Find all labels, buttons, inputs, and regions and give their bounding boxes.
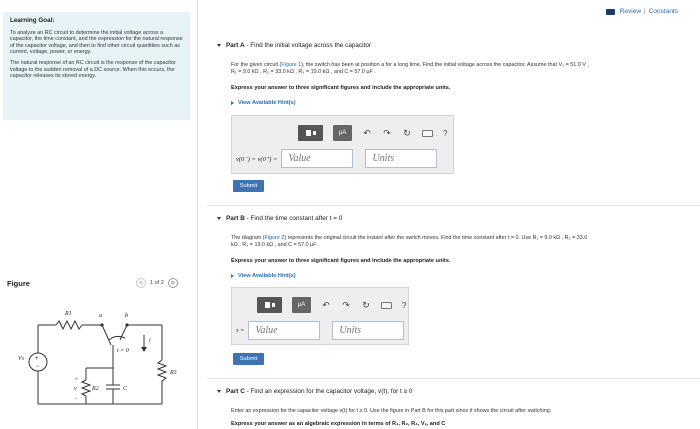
part-a-title: - Find the initial voltage across the capacitor: [244, 42, 372, 49]
figure-prev-button[interactable]: [136, 278, 146, 288]
units-button[interactable]: μA: [333, 125, 352, 141]
part-b-hints[interactable]: [231, 273, 296, 279]
part-a-toolbar: [298, 125, 447, 141]
templates-icon[interactable]: [257, 297, 282, 313]
part-c-prefix: Part C: [226, 388, 245, 395]
part-a-prefix: Part A: [226, 42, 245, 49]
part-a-desc-a: For the given circuit (: [231, 62, 282, 68]
keyboard-icon[interactable]: [422, 130, 433, 137]
constants-link[interactable]: Constants: [648, 8, 678, 15]
templates-icon[interactable]: [298, 125, 323, 141]
help-icon[interactable]: ?: [443, 128, 448, 138]
chevron-right-icon: >: [170, 279, 175, 287]
part-a-eq-label: v(0⁻) = v(0⁺) =: [236, 155, 278, 163]
review-icon: [606, 9, 615, 15]
caret-down-icon: [217, 44, 221, 47]
undo-icon[interactable]: ↶: [322, 299, 330, 310]
part-a-units-input[interactable]: [365, 149, 437, 168]
learning-goal-panel: [3, 12, 190, 120]
part-b-value-input[interactable]: [248, 321, 320, 340]
part-b-submit-button[interactable]: Submit: [233, 353, 264, 365]
part-c-instructions: Express your answer as an algebraic expression in terms of R₁, R₂, R₃, Vₛ, and C: [231, 421, 446, 427]
label-r2: R2: [92, 386, 99, 392]
part-b-desc-a: The diagram (: [231, 235, 265, 241]
part-a-desc-b: ), the switch has been at position a for a long time. Find the initial voltage across the capacitor. Assume that Vₛ = 51.0 V ,: [301, 62, 589, 68]
part-b-header[interactable]: [217, 215, 342, 222]
figure-page-indicator: 1 of 2: [150, 280, 164, 286]
part-b-prefix: Part B: [226, 215, 245, 222]
keyboard-icon[interactable]: [381, 302, 392, 309]
part-a-desc-line2: R₁ = 9.0 kΩ , R₂ = 33.0 kΩ , R₃ = 19.0 kΩ , and C = 57.0 μF .: [231, 69, 376, 75]
part-a-submit-button[interactable]: Submit: [233, 180, 264, 192]
part-c-header[interactable]: [217, 388, 412, 395]
label-vs: Vs: [18, 356, 24, 362]
reset-icon[interactable]: ↻: [403, 127, 411, 138]
part-b-equation: [236, 321, 404, 340]
part-a-hints-label: View Available Hint(s): [238, 100, 296, 106]
resistor-r3: [158, 360, 166, 381]
chevron-left-icon: <: [138, 279, 144, 287]
source-minus: −: [36, 364, 40, 370]
part-a-value-input[interactable]: [281, 149, 353, 168]
label-r3: R3: [170, 370, 177, 376]
part-b-desc-b: ) represents the original circuit the instant after the switch moves. Find the time constant after t = 0. Use R₁ = 9.0 kΩ , R₂ = 33.0: [284, 235, 588, 241]
header-separator: |: [644, 8, 646, 15]
label-v: v: [74, 386, 77, 392]
label-minus: −: [74, 396, 79, 402]
redo-icon[interactable]: ↷: [342, 299, 350, 310]
part-a-equation: [236, 149, 437, 168]
learning-goal-text-1: To analyze an RC circuit to determine the initial voltage across a capacitor, the time constant, and the expression for the natural response of the capacitor voltage, and then to find other circuit quantities such as current, voltage, power, or energy.: [10, 29, 183, 56]
part-b-hints-label: View Available Hint(s): [238, 273, 296, 279]
part-b-desc-line2: kΩ , R₃ = 19.0 kΩ , and C = 57.0 μF .: [231, 242, 320, 248]
help-icon[interactable]: ?: [402, 300, 407, 310]
figure-1-link[interactable]: Figure 1: [281, 62, 302, 68]
current-arrow-head: [141, 347, 147, 352]
learning-goal-text-2: The natural response of an RC circuit is the response of the capacitor voltage to the sudden removal of a DC source. When this occurs, the capacitor releases its stored energy.: [10, 59, 176, 80]
figure-pagination: [136, 278, 178, 288]
part-b-toolbar: [257, 297, 406, 313]
header-links: [606, 8, 678, 15]
part-a-instructions: Express your answer to three significant figures and include the appropriate units.: [231, 85, 451, 91]
part-b-instructions: Express your answer to three significant figures and include the appropriate units.: [231, 258, 451, 264]
part-divider-2: [207, 378, 700, 379]
switch-arm: [102, 325, 111, 345]
triangle-right-icon: [231, 101, 234, 105]
learning-goal-title: Learning Goal:: [10, 17, 55, 24]
column-divider: [197, 0, 198, 429]
label-i: i: [149, 338, 151, 344]
review-link[interactable]: Review: [619, 8, 642, 15]
label-a: a: [99, 313, 102, 319]
redo-icon[interactable]: ↷: [383, 127, 391, 138]
circuit-diagram: [14, 300, 184, 425]
label-plus: +: [74, 377, 79, 383]
part-c-description: Enter an expression for the capacitor voltage v(t) for t ≥ 0. Use the figure in Part B for this part since it shows the circuit after switching.: [231, 408, 552, 414]
switch-arc: [109, 336, 125, 340]
node-a: [100, 323, 103, 326]
part-c-title: - Find an expression for the capacitor voltage, v(t), for t ≥ 0: [244, 388, 413, 395]
part-b-eq-label: τ =: [236, 327, 245, 334]
part-a-hints[interactable]: [231, 100, 296, 106]
label-c: C: [123, 386, 128, 392]
label-b: b: [125, 313, 128, 319]
caret-down-icon: [217, 390, 221, 393]
part-b-description: [231, 235, 686, 249]
part-a-description: [231, 62, 686, 76]
resistor-r2: [82, 380, 90, 396]
resistor-r1: [56, 321, 82, 329]
units-button[interactable]: μA: [292, 297, 311, 313]
source-plus: +: [35, 356, 39, 362]
label-t0: t = 0: [117, 348, 129, 354]
figure-next-button[interactable]: [168, 278, 178, 288]
part-b-title: - Find the time constant after t = 0: [244, 215, 343, 222]
triangle-right-icon: [231, 274, 234, 278]
part-divider-1: [207, 205, 700, 206]
part-b-units-input[interactable]: [332, 321, 404, 340]
node-b: [125, 323, 128, 326]
figure-label: Figure: [7, 279, 30, 288]
label-r1: R1: [65, 311, 72, 317]
part-a-header[interactable]: [217, 42, 371, 49]
undo-icon[interactable]: ↶: [363, 127, 371, 138]
reset-icon[interactable]: ↻: [362, 299, 370, 310]
caret-down-icon: [217, 217, 221, 220]
figure-2-link[interactable]: Figure 2: [264, 235, 285, 241]
